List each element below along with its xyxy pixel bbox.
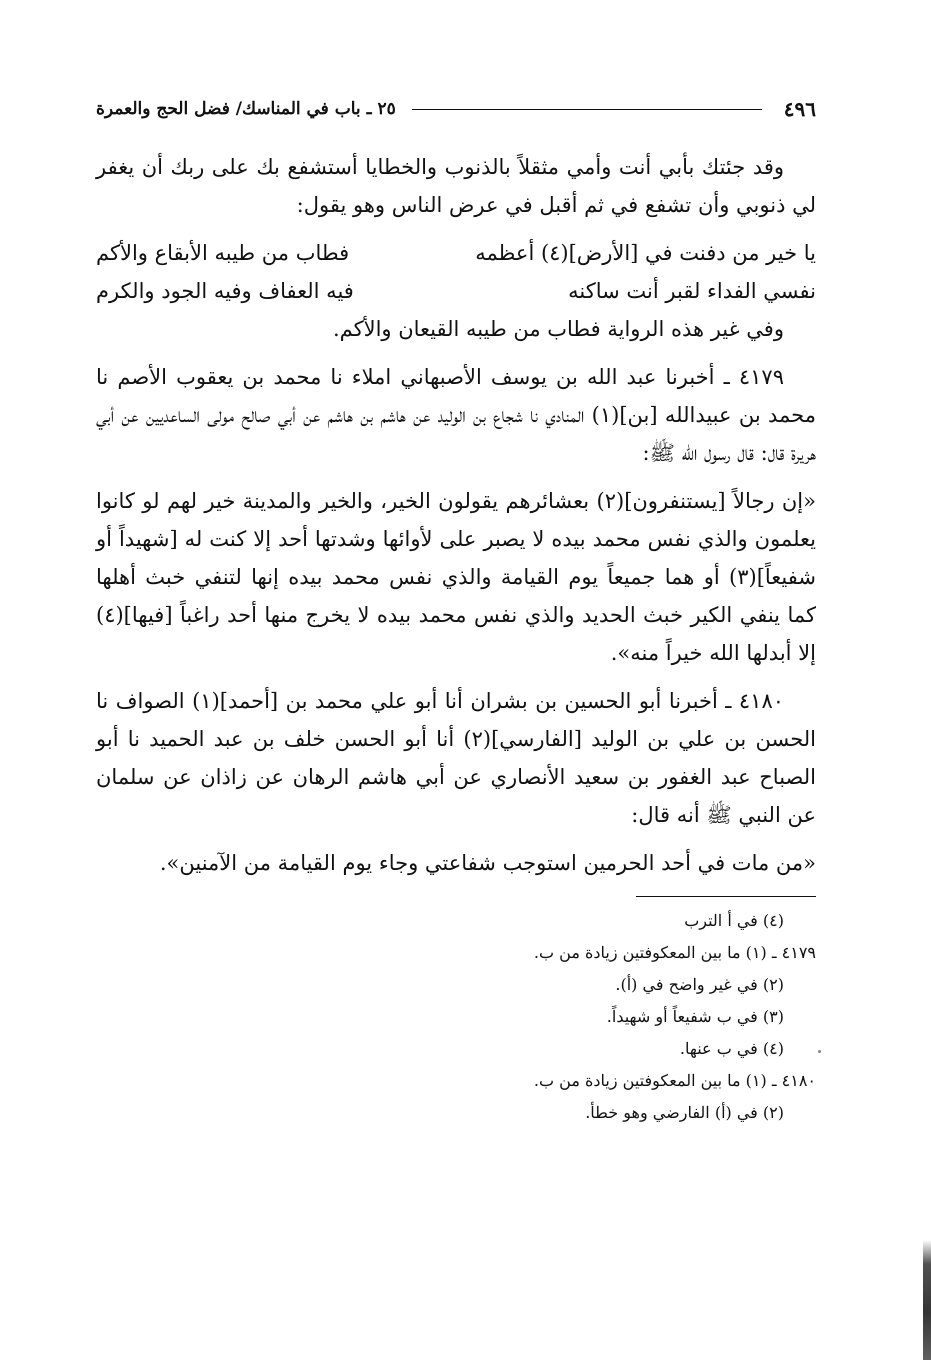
poem-verse-2 [96,272,816,310]
page [96,92,816,1129]
poem-verse-1 [96,234,816,272]
paragraph-2: وفي غير هذه الرواية فطاب من طيبه القيعان والأكم. [332,317,784,341]
footnote: ٤١٨٠ ـ (١) ما بين المعكوفتين زيادة من ب. [533,1071,816,1090]
footnote: (٢) في غير واضح في (أ). [615,975,784,994]
poem-verse-2-right: نفسي الفداء لقبر أنت ساكنه [568,279,816,303]
page-number: ٤٩٦ [783,97,816,121]
hadith-4180-text: «من مات في أحد الحرمين استوجب شفاعتي وجاء يوم القيامة من الآمنين». [159,851,816,875]
scan-edge-mark [923,1240,931,1360]
hadith-4180-chain: ٤١٨٠ ـ أخبرنا أبو الحسين بن بشران أنا أبو علي محمد بن [أحمد](١) الصواف نا الحسن بن علي بن الوليد [الفارسي](٢) أنا أبو الحسن خلف بن عبد الحميد نا أبو الصباح عبد الغفور بن سعيد الأنصاري عن أبي هاشم الرهان عن زاذان عن سلمان عن النبي ﷺ أنه قال: [96,689,816,827]
footnote: (٣) في ب شفيعاً أو شهيداً. [606,1007,784,1026]
poem-verse-2-left: فيه العفاف وفيه الجود والكرم [96,279,354,303]
hadith-4179-text: «إن رجالاً [يستنفرون](٢) بعشائرهم يقولون الخير، والخير والمدينة خير لهم لو كانوا يعلمون والذي نفس محمد بيده لا يصبر على لأوائها وشدتها أحد إلا كنت له [شهيداً أو شفيعاً](٣) أو هما جميعاً يوم القيامة والذي نفس محمد بيده إنها لتنفي خبث أهلها كما ينفي الكير خبث الحديد والذي نفس محمد بيده لا يخرج منها أحد راغباً [فيها](٤) إلا أبدلها الله خيراً منه». [96,489,816,665]
paragraph-1: وقد جئتك بأبي أنت وأمي مثقلاً بالذنوب والخطايا أستشفع بك على ربك أن يغفر لي ذنوبي وأن تشفع في ثم أقبل في عرض الناس وهو يقول: [96,155,816,217]
running-title: ٢٥ ـ باب في المناسك/ فضل الحج والعمرة [96,99,396,119]
header-rule [412,109,762,110]
footnote: (٤) في ب عنها. [679,1039,784,1058]
page-header [96,92,816,126]
hadith-4179-chain: ٤١٧٩ ـ أخبرنا عبد الله بن يوسف الأصبهاني املاء نا محمد بن يعقوب الأصم نا محمد بن عبيدالله [بن](١) المنادي نا شجاع بن الوليد عن هاشم بن هاشم عن أبي صالح مولى الساعديين عن أبي هريرة قال: قال رسول الله ﷺ: [96,365,816,465]
footnote-rule [636,896,816,897]
footnote: ٤١٧٩ ـ (١) ما بين المعكوفتين زيادة من ب. [533,943,816,962]
poem-verse-1-left: فطاب من طيبه الأبقاع والأكم [96,241,350,265]
footnote: (٢) في (أ) الفارضي وهو خطأ. [585,1103,784,1122]
scan-speck [818,1050,821,1053]
footnotes [96,905,816,1129]
poem-verse-1-right: يا خير من دفنت في [الأرض](٤) أعظمه [475,241,816,265]
footnote: (٤) في أ الترب [684,911,784,930]
